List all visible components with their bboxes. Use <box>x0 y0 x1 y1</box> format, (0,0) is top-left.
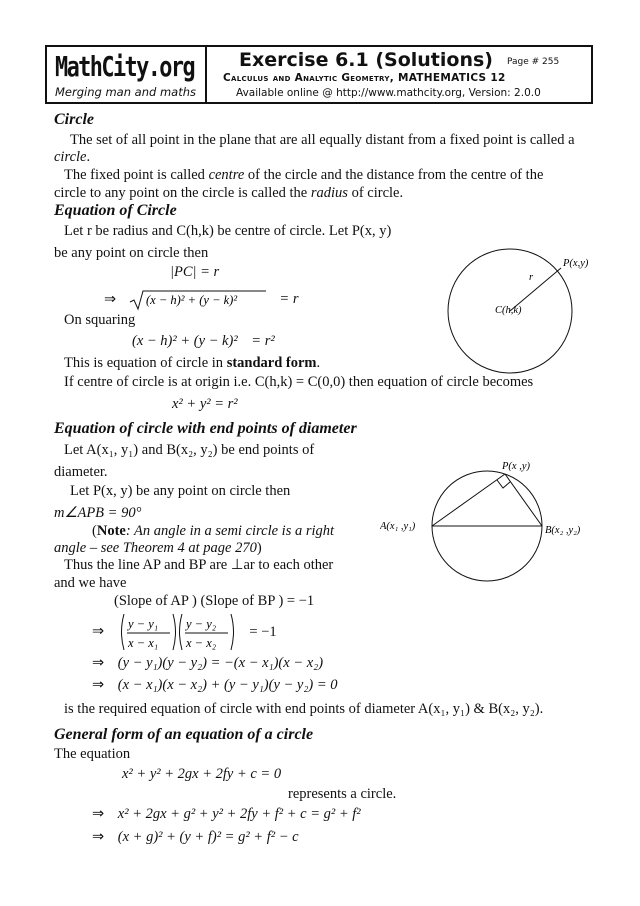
implies-arrow-3: ⇒ <box>92 655 105 671</box>
slope-fractions <box>118 612 238 652</box>
standard-form-line <box>64 355 320 372</box>
eq-origin-circle: x² + y² = r² <box>172 396 238 412</box>
fig2-line-bp <box>505 474 542 526</box>
general-eq2: x² + 2gx + g² + y² + 2fy + f² + c = g² + f² <box>117 806 361 822</box>
fig2-right-angle-mark <box>497 480 510 488</box>
standard-form-text: This is equation of circle in <box>64 355 224 371</box>
eq-standard-lhs: (x − h)² + (y − k)² <box>132 333 238 349</box>
frac1-num: y − y₁ <box>127 617 158 631</box>
fig1-r-label: r <box>529 272 534 283</box>
general-eq3: (x + g)² + (y + f)² = g² + f² − c <box>117 829 299 845</box>
brand-tagline: Merging man and maths <box>55 85 196 99</box>
implies-arrow-6: ⇒ <box>92 829 105 845</box>
circle-def-end: . <box>86 149 91 165</box>
implies-arrow-5: ⇒ <box>92 806 105 822</box>
eq-circle-line2: be any point on circle then <box>54 245 209 261</box>
centre-def-text-a: The fixed point is called <box>64 167 205 183</box>
general-eq: x² + y² + 2gx + 2fy + c = 0 <box>122 766 282 782</box>
implies-arrow-2: ⇒ <box>92 623 105 640</box>
course-title: Calculus and Analytic Geometry, MATHEMATICS 12 <box>223 72 506 84</box>
radius-term: radius <box>310 185 348 201</box>
fig2-p-label: P(x ,y) <box>502 461 530 472</box>
on-squaring-label: On squaring <box>64 312 136 328</box>
page-number: Page # 255 <box>507 57 560 67</box>
centre-term: centre <box>208 167 245 183</box>
centre-def-line2 <box>54 185 403 202</box>
heading-diameter: Equation of circle with end points of diameter <box>54 420 357 437</box>
circle-def-text: The set of all point in the plane that are all equally distant from a fixed point is called a <box>70 132 575 148</box>
product-eq: (y − y₁)(y − y₂) = −(x − x₁)(x − x₂) <box>117 655 324 671</box>
note-line1: (Note: An angle in a semi circle is a right <box>92 523 335 539</box>
final-eq-line <box>92 677 338 694</box>
eq-circle-line1: Let r be radius and C(h,k) be centre of circle. Let P(x, y) <box>64 223 392 239</box>
sqrt-expression <box>128 289 268 311</box>
note-label: Note <box>96 523 126 539</box>
represents-circle: represents a circle. <box>288 786 397 802</box>
figure-circle-radius <box>445 240 600 385</box>
fig1-c-label: C(h,k) <box>495 305 522 316</box>
availability-note: Available online @ http://www.mathcity.org, Version: 2.0.0 <box>236 87 541 99</box>
sqrt-rhs: = r <box>279 291 299 308</box>
circle-term: circle <box>54 149 87 165</box>
implies-arrow-1: ⇒ <box>104 291 117 308</box>
perpendicular-line1: Thus the line AP and BP are ⊥ar to each other <box>64 557 334 573</box>
standard-form-end: . <box>316 355 321 371</box>
circle-def-line2 <box>54 149 90 166</box>
standard-form-term: standard form <box>226 355 317 371</box>
frac2-den: x − x₂ <box>185 636 216 650</box>
eq-sqrt-line <box>104 289 298 311</box>
implies-arrow-4: ⇒ <box>92 677 105 693</box>
centre-def-line1 <box>64 167 543 184</box>
radius-def-text-a: circle to any point on the circle is called the <box>54 185 308 201</box>
fig2-a-label: A(x₁ ,y₁) <box>380 521 416 532</box>
slope-product-eq: (Slope of AP ) (Slope of BP ) = −1 <box>114 593 315 609</box>
circle-def-line1 <box>70 132 575 149</box>
fig2-line-ap <box>432 474 505 526</box>
heading-circle: Circle <box>54 111 94 128</box>
diameter-final-eq: (x − x₁)(x − x₂) + (y − y₁)(y − y₂) = 0 <box>117 677 338 693</box>
diameter-line2: diameter. <box>54 464 108 480</box>
exercise-title: Exercise 6.1 (Solutions) <box>239 49 493 71</box>
diameter-line1: Let A(x₁, y₁) and B(x₂, y₂) be end points of <box>64 442 315 458</box>
note-line2: angle – see Theorem 4 at page 270) <box>54 540 262 556</box>
diameter-line3: Let P(x, y) be any point on circle then <box>70 483 291 499</box>
figure-circle-diameter <box>380 455 595 605</box>
brand-box <box>47 47 207 102</box>
centre-def-text-b: of the circle and the distance from the centre of the <box>247 167 544 183</box>
sqrt-radicand: (x − h)² + (y − k)² <box>145 293 237 307</box>
general-intro: The equation <box>54 746 131 762</box>
fraction-eq-rhs: = −1 <box>249 623 277 640</box>
general-eq3-line <box>92 829 299 846</box>
frac1-den: x − x₁ <box>127 636 158 650</box>
general-eq2-line <box>92 806 361 823</box>
heading-general-form: General form of an equation of a circle <box>54 726 314 743</box>
eq-pc-equals-r: |PC| = r <box>170 264 220 280</box>
fraction-eq-line <box>92 612 277 652</box>
brand-logo-text: MathCity.org <box>55 50 195 83</box>
origin-line: If centre of circle is at origin i.e. C(h,k) = C(0,0) then equation of circle becomes <box>64 374 534 390</box>
eq-standard-form <box>132 333 275 350</box>
note-text: : An angle in a semi circle is a right <box>125 523 335 539</box>
eq-standard-rhs: = r² <box>251 333 275 349</box>
heading-equation-of-circle: Equation of Circle <box>54 202 177 219</box>
diameter-conclusion: is the required equation of circle with end points of diameter A(x₁, y₁) & B(x₂, y₂). <box>64 701 544 717</box>
radius-def-text-b: of circle. <box>351 185 404 201</box>
perpendicular-line2: and we have <box>54 575 127 591</box>
note-text-2: angle – see Theorem 4 at page 270 <box>54 540 257 556</box>
product-eq-line <box>92 655 323 672</box>
frac2-num: y − y₂ <box>185 617 216 631</box>
angle-apb-eq: m∠APB = 90° <box>54 505 142 521</box>
fig1-p-label: P(x,y) <box>563 258 589 269</box>
fig2-b-label: B(x₂ ,y₂) <box>545 525 581 536</box>
page-header <box>45 45 593 104</box>
